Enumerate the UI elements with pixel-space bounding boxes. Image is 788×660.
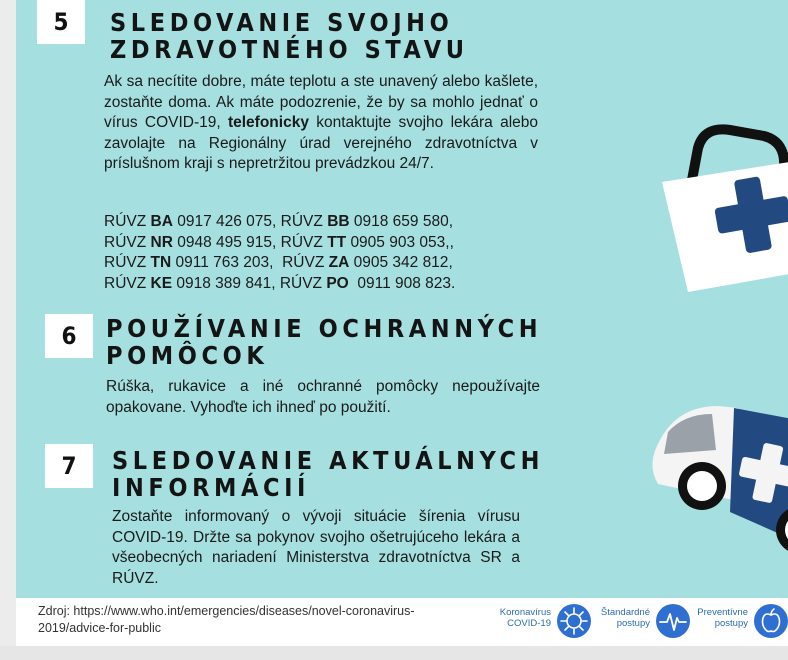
section-7-title-line-2: INFORMÁCIÍ [112, 473, 311, 502]
section-6-number: 6 [45, 314, 93, 358]
source-citation: Zdroj: https://www.who.int/emergencies/diseases/novel-coronavirus- 2019/advice-for-public [38, 604, 415, 635]
heartbeat-icon [656, 604, 690, 638]
section-6-title-line-1: POUŽÍVANIE OCHRANNÝCH [106, 314, 543, 343]
first-aid-kit-icon [652, 110, 788, 300]
apple-icon [754, 604, 788, 638]
ambulance-icon [638, 392, 788, 562]
section-7-title-line-1: SLEDOVANIE AKTUÁLNYCH [112, 446, 545, 475]
badge-standard-label: Štandardné postupy [600, 607, 650, 629]
section-7-title [112, 447, 544, 501]
contact-line: RÚVZ BA 0917 426 075, RÚVZ BB 0918 659 580, [104, 213, 454, 230]
emphasis-telefonicky: telefonicky [227, 114, 309, 131]
screen-bottom-bar [0, 646, 788, 660]
section-5-title-line-2: ZDRAVOTNÉHO STAVU [110, 35, 469, 64]
virus-icon [557, 604, 591, 638]
section-6-title-line-2: POMÔCOK [106, 341, 269, 370]
contact-line: RÚVZ KE 0918 389 841, RÚVZ PO 0911 908 823. [104, 274, 456, 292]
section-5-text: Ak sa necítite dobre, máte teplotu a ste unavený alebo kašlete, zostaňte doma. Ak máte podozrenie, že by sa mohlo jednať o vírus COVID-19, telefonicky kontaktujte svojho lekára alebo zavolajte na Regionálny úrad verejného zdravotníctva v príslušnom kraji s nepretržitou prevádzkou 24/7. [104, 73, 539, 172]
section-5-title-line-1: SLEDOVANIE SVOJHO [110, 8, 454, 37]
section-6-text: Rúška, rukavice a iné ochranné pomôcky nepoužívajte opakovane. Vyhoďte ich ihneď po použití. [106, 378, 540, 416]
badge-covid-label: Koronavírus COVID-19 [499, 607, 551, 629]
contact-line: RÚVZ TN 0911 763 203, RÚVZ ZA 0905 342 812, [104, 254, 453, 271]
section-7-text: Zostaňte informovaný o vývoji situácie šírenia vírusu COVID-19. Držte sa pokynov svojho ošetrujúceho lekára a všeobecných nariadení Ministerstva zdravotníctva SR a RÚVZ. [112, 508, 520, 587]
section-7-number: 7 [45, 444, 93, 488]
badge-prevention[interactable] [697, 604, 788, 640]
infographic-page [16, 0, 788, 598]
section-5-title [110, 9, 469, 63]
badge-covid[interactable] [499, 604, 591, 640]
badge-prevention-label: Preventívne postupy [697, 607, 748, 629]
section-6-title [106, 315, 542, 369]
badge-standard[interactable] [600, 604, 690, 640]
ruvz-contacts [104, 212, 455, 294]
section-5-number: 5 [37, 0, 85, 44]
footer [16, 598, 788, 646]
contact-line: RÚVZ NR 0948 495 915, RÚVZ TT 0905 903 053,, [104, 233, 454, 251]
